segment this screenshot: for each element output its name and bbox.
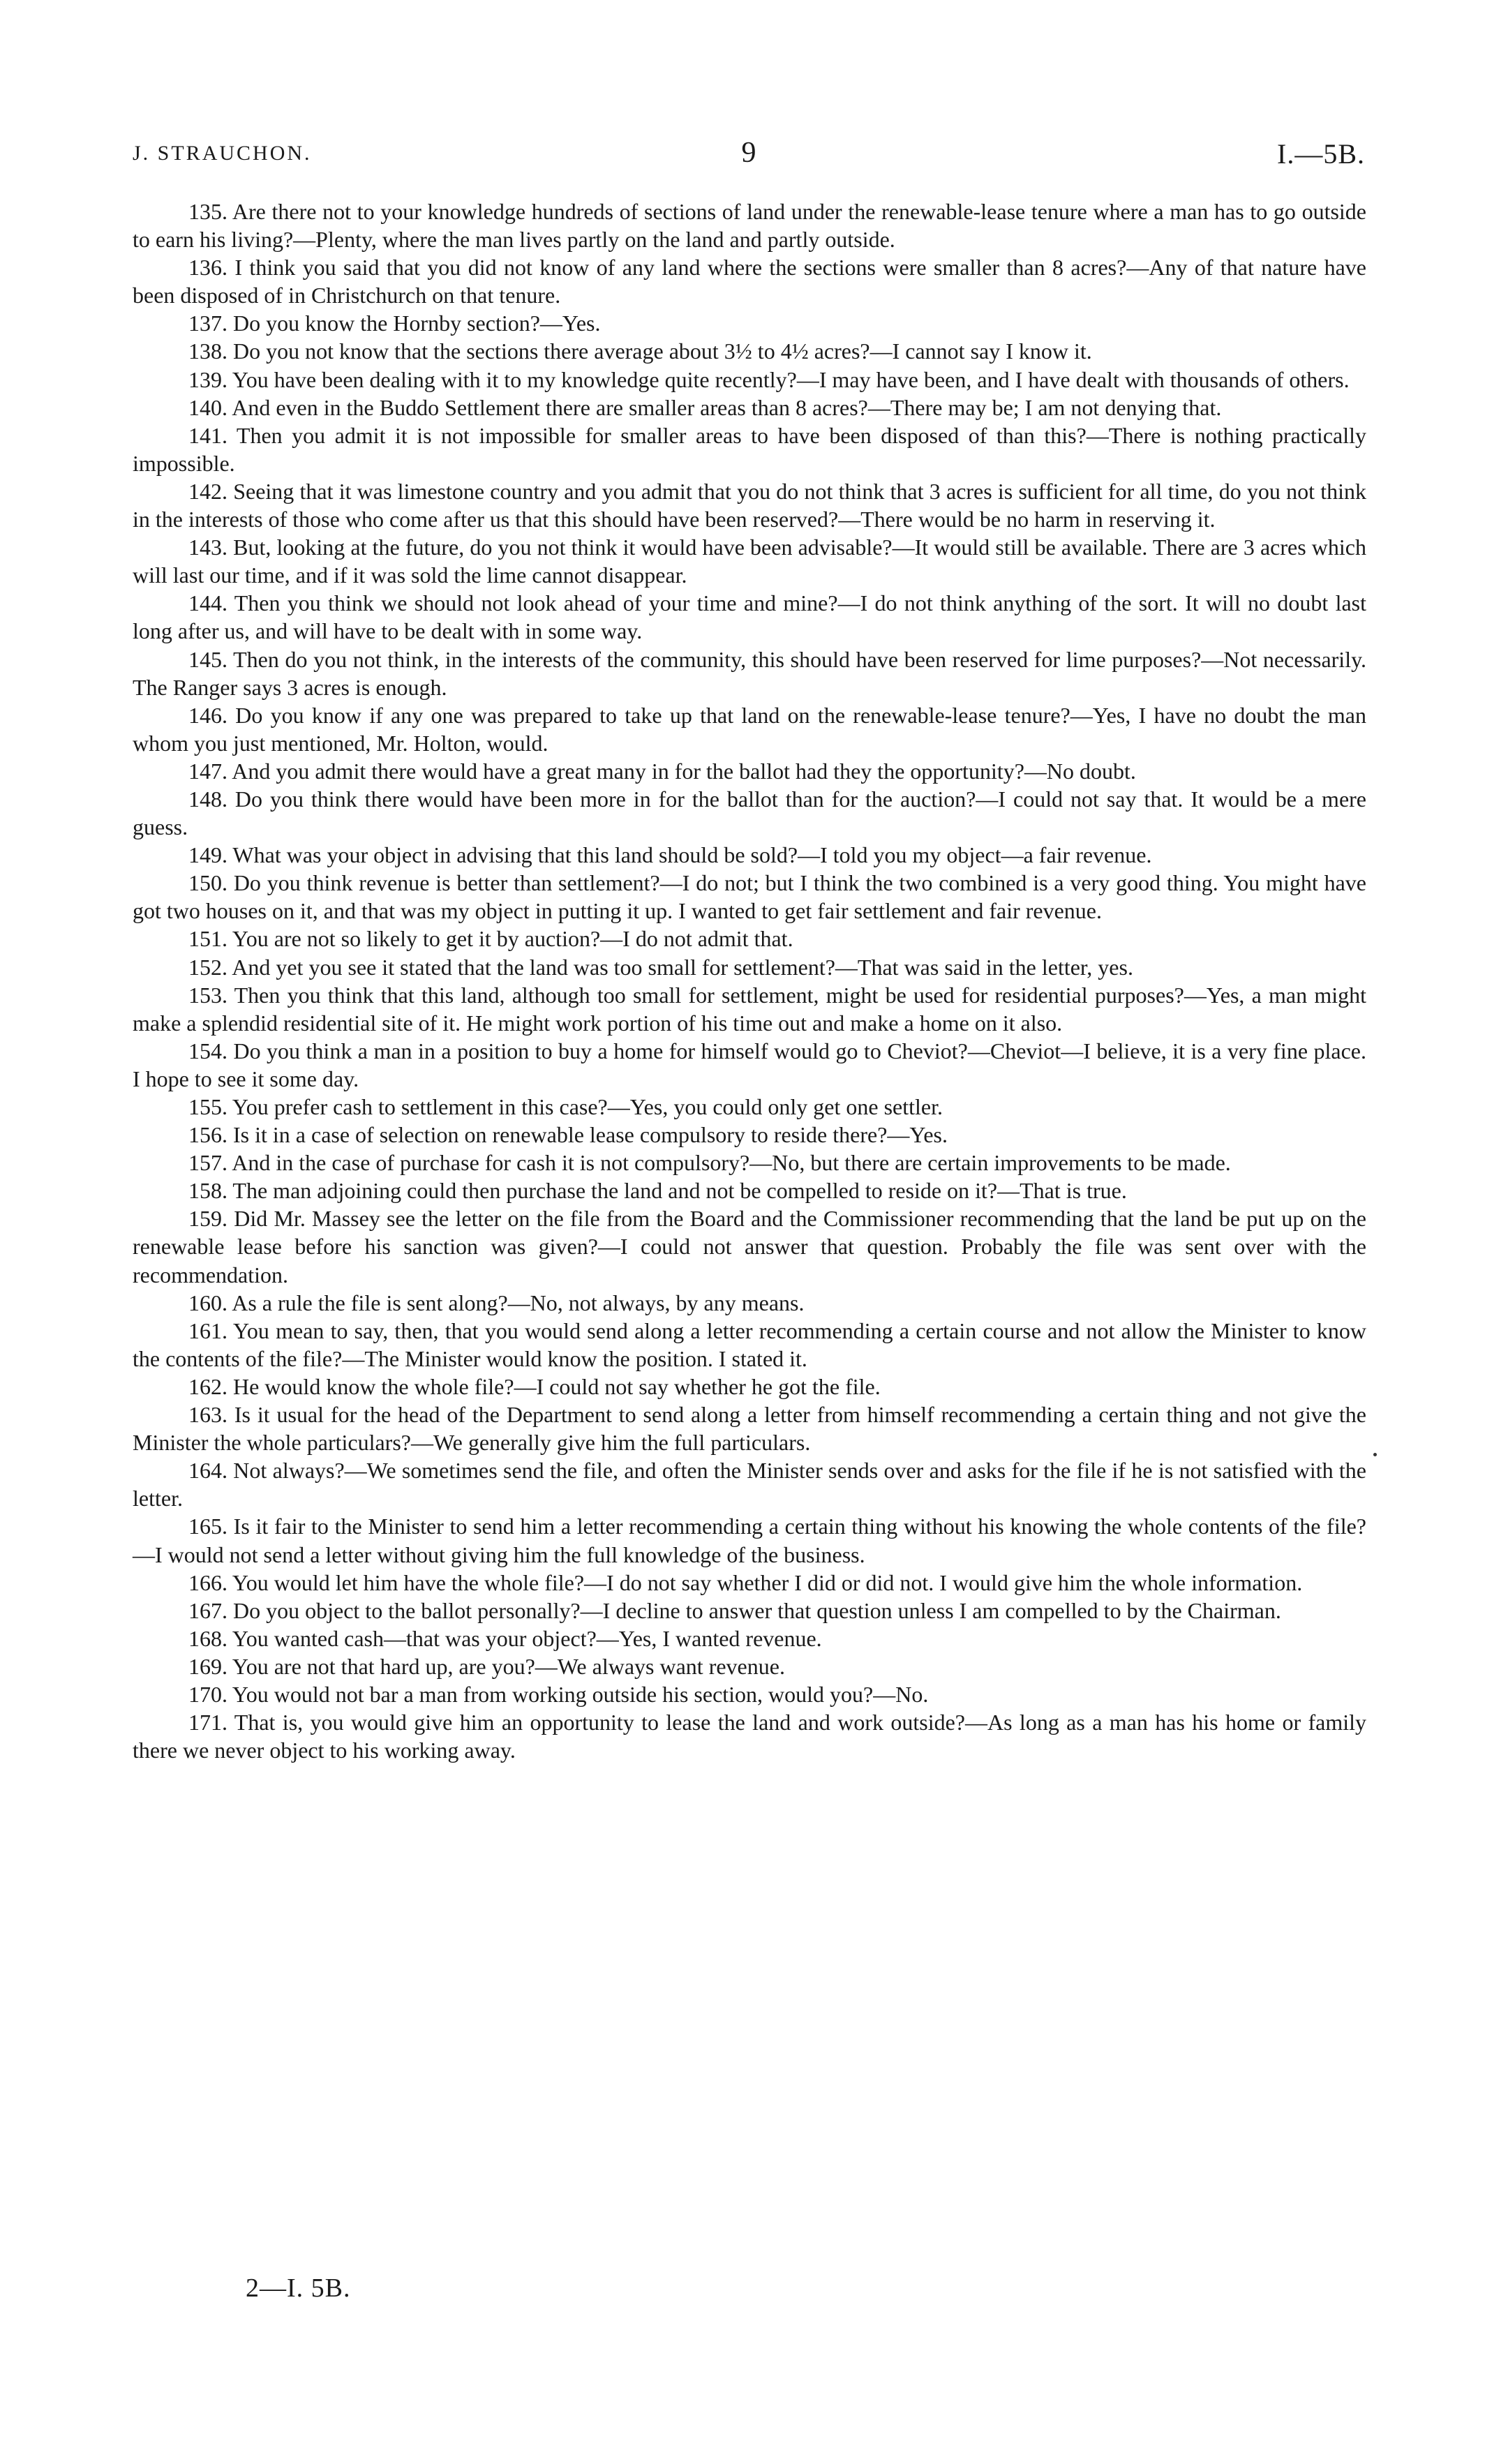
question-142: 142. Seeing that it was limestone country and you admit that you do not think that 3 acres is sufficient for all time, do you not think in the interests of those who come after us that this should have been reserved?—There would be no harm in reserving it.	[133, 478, 1366, 532]
question-160: 160. As a rule the file is sent along?—No, not always, by any means.	[188, 1290, 805, 1315]
question-149: 149. What was your object in advising that this land should be sold?—I told you my object—a fair revenue.	[188, 842, 1152, 868]
question-152: 152. And yet you see it stated that the land was too small for settlement?—That was said in the letter, yes.	[188, 954, 1133, 980]
paper-reference: I.—5B.	[1277, 138, 1365, 170]
question-150: 150. Do you think revenue is better than settlement?—I do not; but I think the two combined is a very good thing. You might have got two houses on it, and that was my object in putting it up. I wanted to get fair settlement and fair revenue.	[133, 870, 1366, 924]
question-145: 145. Then do you not think, in the interests of the community, this should have been reserved for lime purposes?—Not necessarily. The Ranger says 3 acres is enough.	[133, 646, 1366, 700]
question-156: 156. Is it in a case of selection on renewable lease compulsory to reside there?—Yes.	[188, 1122, 948, 1148]
question-144: 144. Then you think we should not look ahead of your time and mine?—I do not think anything of the sort. It will no doubt last long after us, and will have to be dealt with in some way.	[133, 590, 1366, 644]
question-155: 155. You prefer cash to settlement in this case?—Yes, you could only get one settler.	[188, 1094, 943, 1119]
question-158: 158. The man adjoining could then purchase the land and not be compelled to reside on it?—That is true.	[188, 1178, 1127, 1204]
question-157: 157. And in the case of purchase for cash it is not compulsory?—No, but there are certain improvements to be made.	[188, 1150, 1231, 1176]
question-163: 163. Is it usual for the head of the Department to send along a letter from himself recommending a certain thing and not give the Minister the whole particulars?—We generally give him the full particulars.	[133, 1402, 1366, 1456]
page-number: 9	[741, 137, 756, 169]
question-162: 162. He would know the whole file?—I could not say whether he got the file.	[188, 1373, 881, 1399]
question-146: 146. Do you know if any one was prepared to take up that land on the renewable-lease tenure?—Yes, I have no doubt the man whom you just mentioned, Mr. Holton, would.	[133, 702, 1366, 756]
question-166: 166. You would let him have the whole file?—I do not say whether I did or did not. I would give him the whole information.	[188, 1569, 1303, 1595]
question-137: 137. Do you know the Hornby section?—Yes.	[188, 311, 601, 336]
question-151: 151. You are not so likely to get it by auction?—I do not admit that.	[188, 926, 793, 952]
ink-speck	[1373, 1453, 1377, 1456]
question-138: 138. Do you not know that the sections there average about 3½ to 4½ acres?—I cannot say I know it.	[188, 338, 1092, 364]
question-143: 143. But, looking at the future, do you not think it would have been advisable?—It would still be available. There are 3 acres which will last our time, and if it was sold the lime cannot disappear.	[133, 535, 1366, 588]
witness-name: J. STRAUCHON.	[133, 142, 312, 165]
question-161: 161. You mean to say, then, that you would send along a letter recommending a certain course and not allow the Minister to know the contents of the file?—The Minister would know the position. I stated it.	[133, 1317, 1366, 1371]
question-169: 169. You are not that hard up, are you?—We always want revenue.	[188, 1653, 785, 1679]
question-171: 171. That is, you would give him an opportunity to lease the land and work outside?—As long as a man has his home or family there we never object to his working away.	[133, 1710, 1366, 1763]
question-139: 139. You have been dealing with it to my knowledge quite recently?—I may have been, and I have dealt with thousands of others.	[188, 366, 1350, 392]
question-148: 148. Do you think there would have been more in for the ballot than for the auction?—I could not say that. It would be a mere guess.	[133, 786, 1366, 840]
signature-mark: 2—I. 5B.	[246, 2273, 351, 2303]
question-147: 147. And you admit there would have a great many in for the ballot had they the opportunity?—No doubt.	[188, 758, 1136, 784]
question-170: 170. You would not bar a man from working outside his section, would you?—No.	[188, 1681, 929, 1707]
question-140: 140. And even in the Buddo Settlement there are smaller areas than 8 acres?—There may be; I am not denying that.	[188, 394, 1222, 420]
question-135: 135. Are there not to your knowledge hundreds of sections of land under the renewable-lease tenure where a man has to go outside to earn his living?—Plenty, where the man lives partly on the land and partly outside.	[133, 199, 1366, 253]
question-164: 164. Not always?—We sometimes send the file, and often the Minister sends over and asks for the file if he is not satisfied with the letter.	[133, 1458, 1366, 1511]
question-159: 159. Did Mr. Massey see the letter on the file from the Board and the Commissioner recommending that the land be put up on the renewable lease before his sanction was given?—I could not answer that question. Probably the file was sent over with the recommendation.	[133, 1206, 1366, 1287]
question-165: 165. Is it fair to the Minister to send him a letter recommending a certain thing without his knowing the whole contents of the file?—I would not send a letter without giving him the full knowledge of the business.	[133, 1514, 1366, 1567]
evidence-body	[133, 197, 1366, 1764]
question-141: 141. Then you admit it is not impossible for smaller areas to have been disposed of than this?—There is nothing practically impossible.	[133, 422, 1366, 476]
page-header	[133, 136, 1365, 171]
question-167: 167. Do you object to the ballot personally?—I decline to answer that question unless I am compelled to by the Chairman.	[188, 1597, 1281, 1623]
question-154: 154. Do you think a man in a position to buy a home for himself would go to Cheviot?—Cheviot—I believe, it is a very fine place. I hope to see it some day.	[133, 1038, 1366, 1091]
question-136: 136. I think you said that you did not know of any land where the sections were smaller than 8 acres?—Any of that nature have been disposed of in Christchurch on that tenure.	[133, 255, 1366, 308]
question-153: 153. Then you think that this land, although too small for settlement, might be used for residential purposes?—Yes, a man might make a splendid residential site of it. He might work portion of his time out and make a home on it also.	[133, 982, 1366, 1036]
question-168: 168. You wanted cash—that was your object?—Yes, I wanted revenue.	[188, 1625, 822, 1651]
